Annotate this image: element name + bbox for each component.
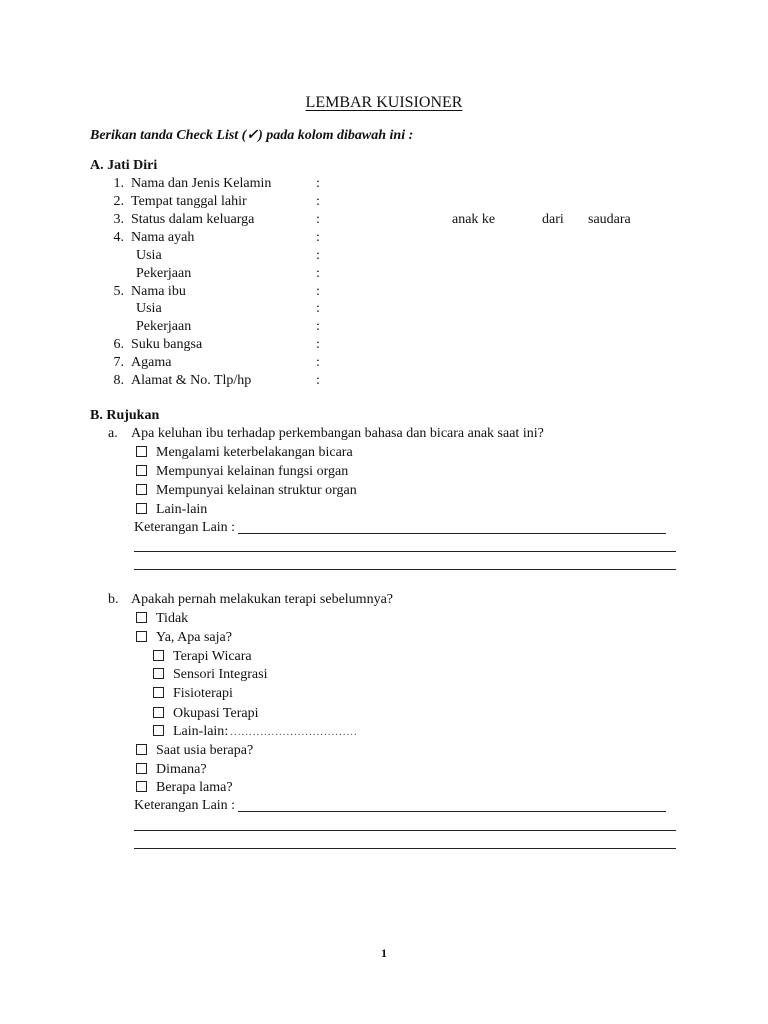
page-number: 1 — [381, 946, 387, 960]
option-fisioterapi[interactable] — [153, 685, 233, 703]
checkbox[interactable] — [136, 744, 147, 755]
checkbox[interactable] — [136, 465, 147, 476]
field-label-ttl: Tempat tanggal lahir — [131, 194, 247, 209]
option-label: Mengalami keterbelakangan bicara — [156, 445, 353, 460]
option-label: Lain-lain — [173, 724, 225, 739]
field-colon: : — [316, 373, 320, 388]
field-label-pekerjaan-ayah: Pekerjaan — [136, 266, 192, 281]
item-number: 3. — [113, 212, 124, 227]
section-b-heading: B. Rujukan — [90, 408, 160, 423]
answer-line[interactable] — [134, 830, 676, 831]
field-colon: : — [316, 194, 320, 209]
option-label: Dimana? — [156, 762, 207, 777]
field-colon: : — [316, 337, 320, 352]
option-label: Lain-lain — [156, 502, 208, 517]
option-label: Terapi Wicara — [173, 649, 252, 664]
answer-line[interactable] — [134, 551, 676, 552]
checkbox[interactable] — [153, 687, 164, 698]
option-fungsi-organ[interactable] — [136, 463, 348, 481]
anak-ke-label: anak ke — [452, 212, 496, 227]
option-label: Berapa lama? — [156, 780, 233, 795]
answer-line[interactable] — [238, 811, 666, 812]
checkbox[interactable] — [136, 612, 147, 623]
section-a-heading: A. Jati Diri — [90, 158, 158, 173]
item-number: 6. — [113, 337, 124, 352]
keterangan-label: Keterangan Lain : — [134, 520, 236, 535]
item-number: 8. — [113, 373, 124, 388]
field-colon: : — [316, 230, 320, 245]
field-label-usia-ayah: Usia — [136, 248, 162, 263]
field-colon: : — [316, 266, 320, 281]
option-tidak[interactable] — [136, 610, 188, 628]
checkbox[interactable] — [136, 763, 147, 774]
checkbox[interactable] — [136, 631, 147, 642]
question-a-text: Apa keluhan ibu terhadap perkembangan bahasa dan bicara anak saat ini? — [131, 426, 544, 441]
option-lain-lain-terapi[interactable] — [153, 723, 358, 741]
question-a-letter: a. — [108, 426, 118, 441]
item-number: 5. — [113, 284, 124, 299]
field-label-usia-ibu: Usia — [136, 301, 162, 316]
answer-line[interactable] — [238, 533, 666, 534]
option-label: Mempunyai kelainan fungsi organ — [156, 464, 349, 479]
checkbox[interactable] — [136, 446, 147, 457]
saudara-label: saudara — [588, 212, 631, 227]
keterangan-lain-b[interactable] — [134, 797, 666, 815]
field-colon: : — [316, 176, 320, 191]
option-terapi-wicara[interactable] — [153, 648, 252, 666]
item-number: 2. — [113, 194, 124, 209]
item-number: 1. — [113, 176, 124, 191]
item-number: 4. — [113, 230, 124, 245]
field-label-suku: Suku bangsa — [131, 337, 203, 352]
item-number: 7. — [113, 355, 124, 370]
option-ya[interactable] — [136, 629, 232, 647]
checkbox[interactable] — [136, 484, 147, 495]
option-label: Ya, Apa saja? — [156, 630, 232, 645]
option-okupasi-terapi[interactable] — [153, 705, 258, 723]
option-sensori-integrasi[interactable] — [153, 666, 267, 684]
field-label-alamat: Alamat & No. Tlp/hp — [131, 373, 252, 388]
answer-line[interactable] — [134, 848, 676, 849]
field-label-pekerjaan-ibu: Pekerjaan — [136, 319, 192, 334]
checkbox[interactable] — [153, 725, 164, 736]
answer-line[interactable] — [134, 569, 676, 570]
checkbox[interactable] — [153, 650, 164, 661]
field-label-status: Status dalam keluarga — [131, 212, 255, 227]
field-label-agama: Agama — [131, 355, 172, 370]
option-saat-usia[interactable] — [136, 742, 253, 760]
option-keterbelakangan[interactable] — [136, 444, 353, 462]
option-lain-lain[interactable] — [136, 501, 207, 519]
field-colon: : — [316, 248, 320, 263]
field-colon: : — [316, 212, 320, 227]
checkbox[interactable] — [136, 781, 147, 792]
keterangan-label: Keterangan Lain : — [134, 798, 236, 813]
option-label: Sensori Integrasi — [173, 667, 268, 682]
question-b-text: Apakah pernah melakukan terapi sebelumnya? — [131, 592, 394, 607]
option-suffix: : — [224, 724, 229, 739]
field-label-nama-ibu: Nama ibu — [131, 284, 186, 299]
option-berapa-lama[interactable] — [136, 779, 233, 797]
field-label-nama-ayah: Nama ayah — [131, 230, 195, 245]
checkbox[interactable] — [153, 668, 164, 679]
field-colon: : — [316, 284, 320, 299]
field-colon: : — [316, 355, 320, 370]
keterangan-lain-a[interactable] — [134, 519, 666, 537]
option-label: Fisioterapi — [173, 686, 233, 701]
field-colon: : — [316, 319, 320, 334]
question-b-letter: b. — [108, 592, 119, 607]
option-dimana[interactable] — [136, 761, 207, 779]
checkbox[interactable] — [136, 503, 147, 514]
dotted-fill-line[interactable]: .................................. — [230, 726, 358, 738]
option-struktur-organ[interactable] — [136, 482, 357, 500]
option-label: Okupasi Terapi — [173, 706, 259, 721]
field-label-nama: Nama dan Jenis Kelamin — [131, 176, 272, 191]
option-label: Mempunyai kelainan struktur organ — [156, 483, 357, 498]
option-label: Tidak — [156, 611, 189, 626]
page-title: LEMBAR KUISIONER — [305, 94, 463, 111]
option-label: Saat usia berapa? — [156, 743, 254, 758]
checkbox[interactable] — [153, 707, 164, 718]
field-colon: : — [316, 301, 320, 316]
dari-label: dari — [542, 212, 564, 227]
instruction-text: Berikan tanda Check List (✓) pada kolom dibawah ini : — [90, 128, 414, 143]
